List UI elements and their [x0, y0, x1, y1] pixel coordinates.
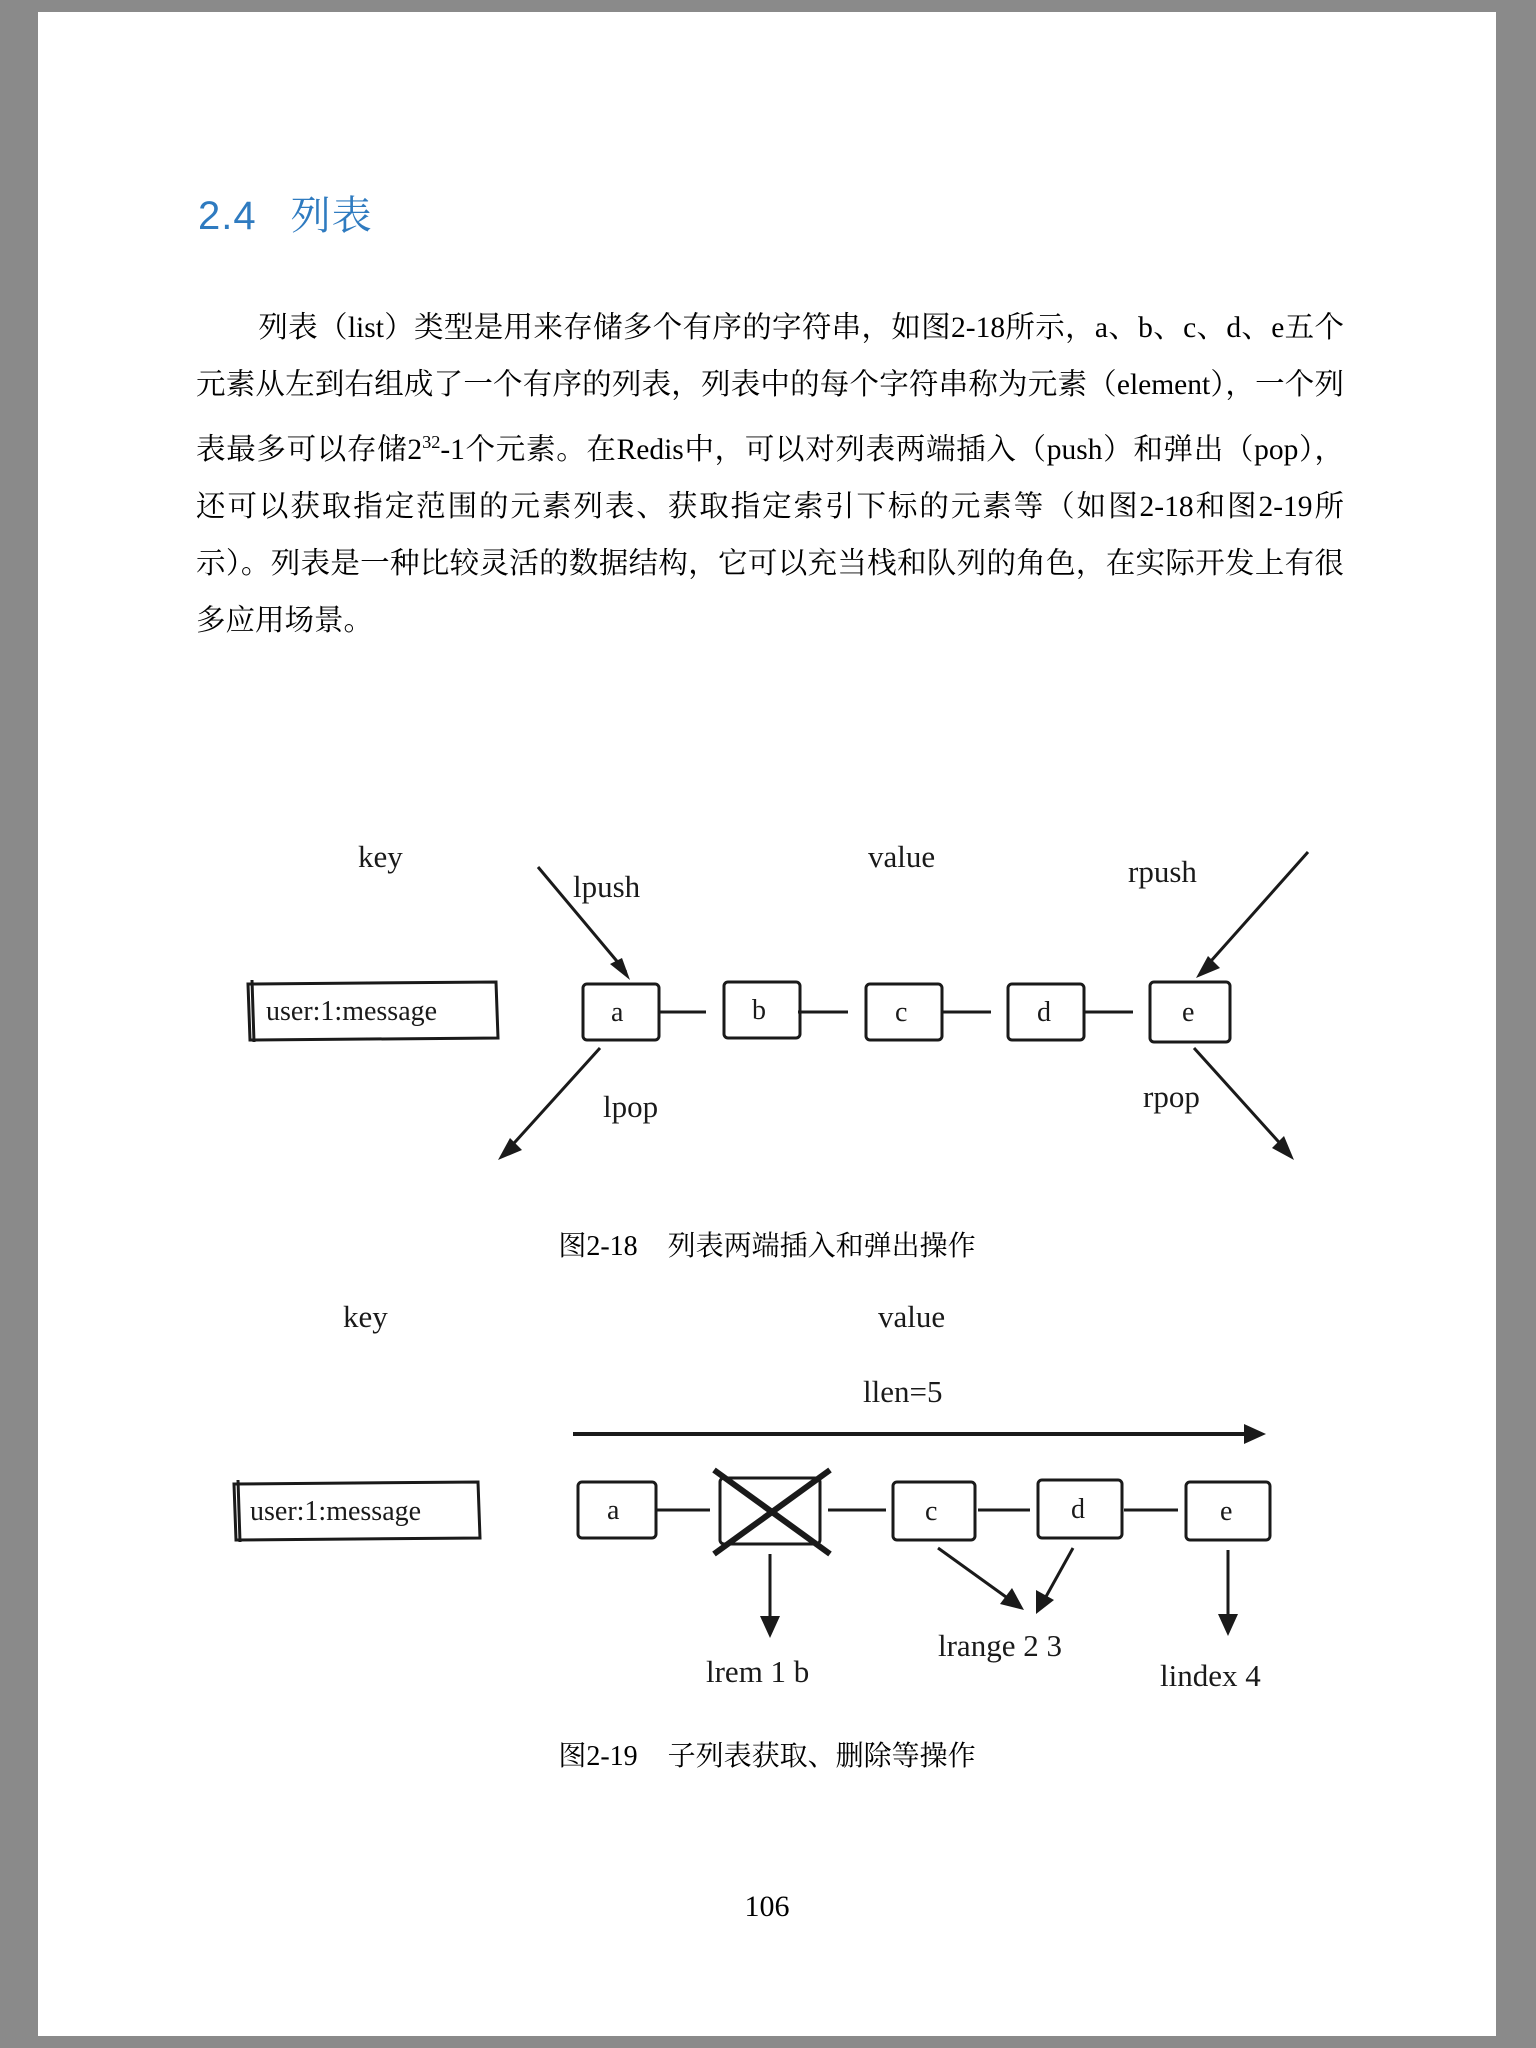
figure2-element-e: [1186, 1482, 1270, 1540]
svg-text:c: c: [895, 997, 908, 1028]
svg-text:d: d: [1071, 1494, 1085, 1525]
paragraph-text: 列表（list）类型是用来存储多个有序的字符串，如图2-18所示，a、b、c、d、e五个元素从左到右组成了一个有序的列表，列表中的每个字符串称为元素（element），一个列表最多可以存储$2^{32}-1$个元素。在Redis中，可以对列表两端插入（push）和弹出（pop），还可以获取指定范围的元素列表、获取指定索引下标的元素等（如图2-18和图2-19所示）。列表是一种比较灵活的数据结构，它可以充当栈和队列的角色，在实际开发上有很多应用场景。: [196, 312, 1344, 637]
figure2-element-a: [578, 1482, 656, 1538]
figure2-element-d: [1038, 1480, 1122, 1538]
document-page: [38, 12, 1496, 2036]
body-paragraph: [196, 300, 1344, 650]
figure2-lindex-arrow: [1218, 1550, 1238, 1636]
figure1-rpop-label: rpop: [1143, 1079, 1200, 1114]
figure2-key-box-text: user:1:message: [250, 1496, 422, 1527]
figure1-element-c: [866, 984, 942, 1040]
figure2-caption-number: 图2-19: [558, 1741, 638, 1772]
svg-text:a: a: [607, 1495, 620, 1526]
figure2-value-label: value: [878, 1299, 946, 1334]
figure1-element-d: [1008, 984, 1084, 1040]
figure1-caption: [38, 1224, 1496, 1264]
figure1-element-b: [724, 982, 800, 1038]
figure-2-18: [38, 812, 1496, 1212]
figure1-lpop-arrow: [498, 1048, 600, 1160]
figure2-element-b-deleted: [714, 1470, 830, 1554]
figure1-key-box: [248, 980, 498, 1042]
figure1-key-label: key: [358, 839, 403, 874]
page-content: [38, 12, 1496, 2036]
figure2-lrange-label: lrange 2 3: [938, 1628, 1062, 1663]
figure1-rpush-label: rpush: [1128, 854, 1197, 889]
figure2-lrange-arrows: [938, 1548, 1073, 1614]
figure2-llen-label: llen=5: [863, 1374, 943, 1409]
svg-text:e: e: [1182, 997, 1195, 1028]
figure2-llen-arrow: [573, 1424, 1266, 1444]
figure2-key-box: [234, 1480, 480, 1542]
figure2-lrem-label: lrem 1 b: [706, 1654, 810, 1689]
svg-text:b: b: [752, 995, 766, 1026]
figure1-rpush-arrow: [1196, 852, 1308, 978]
figure1-key-box-text: user:1:message: [266, 996, 438, 1027]
figure1-rpop-arrow: [1194, 1048, 1294, 1160]
section-heading-text: 列表: [290, 194, 373, 238]
svg-text:e: e: [1220, 1496, 1233, 1527]
svg-text:c: c: [925, 1496, 938, 1527]
figure1-element-e: [1150, 982, 1230, 1042]
figure1-element-a: [583, 984, 659, 1040]
figure1-caption-text: 列表两端插入和弹出操作: [667, 1231, 976, 1262]
figure1-caption-number: 图2-18: [558, 1231, 638, 1262]
page-title: [198, 184, 373, 241]
figure2-key-label: key: [343, 1299, 388, 1334]
figure-2-19: [38, 1282, 1496, 1693]
figure2-lrem-arrow: [760, 1554, 780, 1638]
figure1-lpop-label: lpop: [603, 1089, 659, 1124]
superscript-exponent: 32: [422, 432, 441, 452]
figure2-lindex-label: lindex 4: [1160, 1658, 1261, 1693]
figure2-caption: [38, 1734, 1496, 1774]
figure2-caption-text: 子列表获取、删除等操作: [667, 1741, 976, 1772]
svg-text:a: a: [611, 997, 624, 1028]
section-number: 2.4: [198, 194, 257, 238]
svg-text:d: d: [1037, 997, 1051, 1028]
figure1-lpush-label: lpush: [573, 869, 641, 904]
figure1-value-label: value: [868, 839, 936, 874]
page-number: 106: [744, 1890, 790, 1923]
figure2-element-c: [893, 1482, 975, 1540]
